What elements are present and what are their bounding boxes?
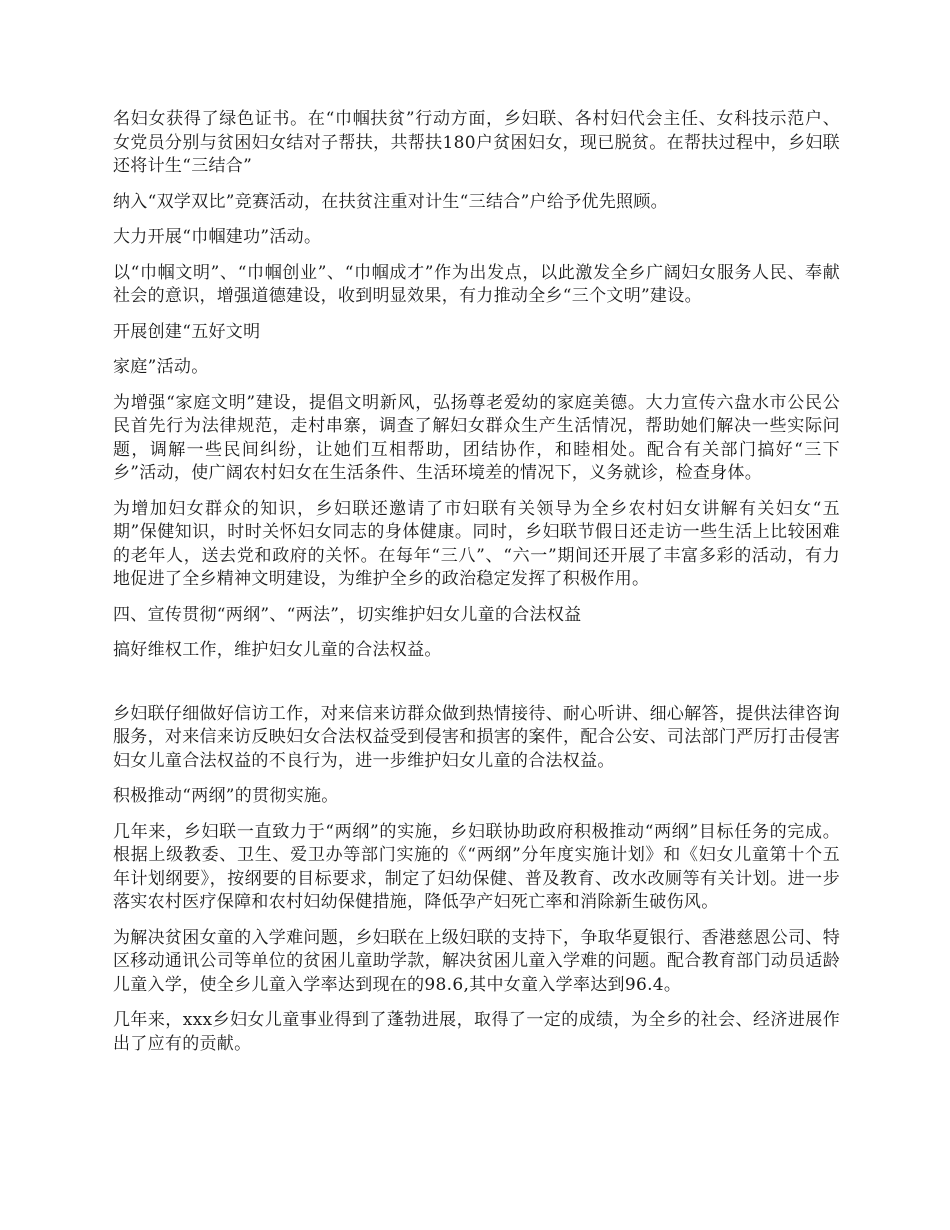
paragraph: 纳入“双学双比”竞赛活动，在扶贫注重对计生“三结合”户给予优先照顾。 [113, 191, 668, 212]
paragraph: 名妇女获得了绿色证书。在“巾帼扶贫”行动方面，乡妇联、各村妇代会主任、女科技示范户、女党员分别与贫困妇女结对子帮扶，共帮扶180户贫困妇女，现已脱贫。在帮扶过程中，乡妇联还将计生“三结合” [113, 109, 840, 176]
paragraph: 几年来，乡妇联一直致力于“两纲”的实施，乡妇联协助政府积极推动“两纲”目标任务的完成。根据上级教委、卫生、爱卫办等部门实施的《“两纲”分年度实施计划》和《妇女儿童第十个五年计划纲要》，按纲要的目标要求，制定了妇幼保健、普及教育、改水改厕等有关计划。进一步落实农村医疗保障和农村妇幼保健措施，降低孕产妇死亡率和消除新生破伤风。 [113, 821, 840, 912]
paragraph: 大力开展“巾帼建功”活动。 [113, 227, 322, 247]
paragraph: 家庭”活动。 [113, 357, 209, 377]
paragraph: 为解决贫困女童的入学难问题，乡妇联在上级妇联的支持下，争取华夏银行、香港慈恩公司、特区移动通讯公司等单位的贫困儿童助学款，解决贫困儿童入学难的问题。配合教育部门动员适龄儿童入学，使全乡儿童入学率达到现在的98.6,其中女童入学率达到96.4。 [113, 927, 840, 995]
section-heading: 四、宣传贯彻“两纲”、“两法”，切实维护妇女儿童的合法权益 [113, 604, 582, 625]
paragraph: 乡妇联仔细做好信访工作，对来信来访群众做到热情接待、耐心听讲、细心解答，提供法律咨询服务，对来信来访反映妇女合法权益受到侵害和损害的案件，配合公安、司法部门严厉打击侵害妇女儿童合法权益的不良行为，进一步维护妇女儿童的合法权益。 [113, 703, 840, 771]
paragraph: 搞好维权工作，维护妇女儿童的合法权益。 [113, 640, 442, 660]
paragraph: 开展创建“五好文明 [113, 321, 261, 342]
paragraph: 为增强“家庭文明”建设，提倡文明新风，弘扬尊老爱幼的家庭美德。大力宣传六盘水市公民公民首先行为法律规范，走村串寨，调查了解妇女群众生产生活情况，帮助她们解决一些实际问题，调解一些民间纠纷，让她们互相帮助，团结协作，和睦相处。配合有关部门搞好“三下乡”活动，使广阔农村妇女在生活条件、生活环境差的情况下，义务就诊，检查身体。 [113, 392, 840, 483]
document-body [113, 108, 840, 1068]
paragraph: 积极推动“两纲”的贯彻实施。 [113, 786, 339, 806]
paragraph: 几年来，xxx乡妇女儿童事业得到了蓬勃进展，取得了一定的成绩，为全乡的社会、经济进展作出了应有的贡献。 [113, 1010, 840, 1054]
paragraph: 以“巾帼文明”、“巾帼创业”、“巾帼成才”作为出发点，以此激发全乡广阔妇女服务人民、奉献社会的意识，增强道德建设，收到明显效果，有力推动全乡“三个文明”建设。 [113, 262, 840, 306]
paragraph: 为增加妇女群众的知识，乡妇联还邀请了市妇联有关领导为全乡农村妇女讲解有关妇女“五期”保健知识，时时关怀妇女同志的身体健康。同时，乡妇联节假日还走访一些生活上比较困难的老年人，送去党和政府的关怀。在每年“三八”、“六一”期间还开展了丰富多彩的活动，有力地促进了全乡精神文明建设，为维护全乡的政治稳定发挥了积极作用。 [113, 498, 840, 589]
